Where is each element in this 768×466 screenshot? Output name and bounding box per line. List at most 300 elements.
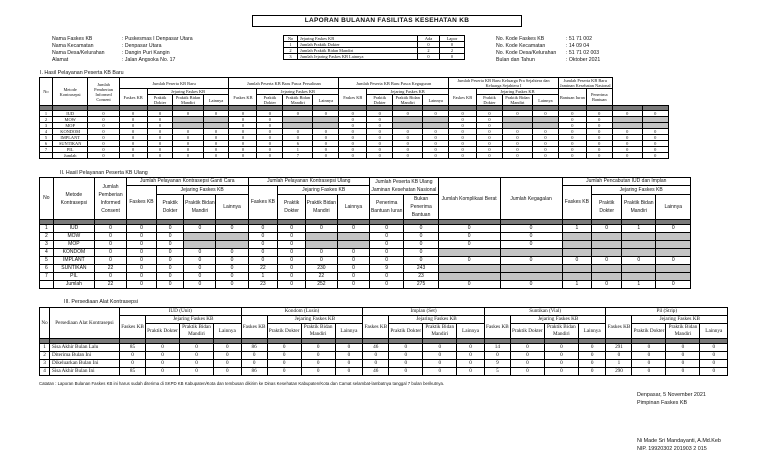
section2-title: II. Hasil Pelayanan Peserta KB Ulang (60, 170, 148, 176)
row-value: 0 (119, 135, 147, 141)
identity_right-row (496, 57, 676, 64)
row-value: 0 (120, 352, 146, 360)
col-dokter-header: Praktik Dokter (389, 324, 423, 339)
row-value: 0 (393, 129, 423, 135)
row-value: 1 (622, 281, 656, 289)
row-value: 0 (214, 360, 242, 368)
group-header: Jumlah Peserta KB Baru Pasca Persalinan (229, 78, 339, 89)
row-value: 0 (562, 257, 592, 265)
row-value: 0 (370, 241, 404, 249)
row-value: 0 (700, 360, 728, 368)
row-value: 0 (267, 344, 301, 352)
row-value: 0 (393, 135, 423, 141)
col-lainnya-header: Lainnya (335, 324, 363, 339)
row-value (622, 241, 656, 249)
col-faskes-header: Faskes KB (120, 316, 146, 339)
row-value (305, 233, 337, 241)
row-value: 0 (438, 233, 500, 241)
row-value: 0 (278, 257, 306, 265)
row-value (656, 241, 691, 249)
identity_left-label: Nama Desa/Kelurahan (52, 50, 105, 56)
row-method: PIL (53, 273, 94, 281)
row-value: 0 (367, 123, 393, 129)
row-value: 0 (533, 111, 559, 117)
row-value (592, 265, 622, 273)
method-row (40, 241, 691, 249)
row-value: 0 (558, 153, 586, 159)
row-value: 0 (642, 111, 668, 117)
row-value: 0 (305, 249, 337, 257)
row-no: 7 (40, 147, 53, 153)
row-value: 0 (203, 135, 229, 141)
row-value: 0 (203, 153, 229, 159)
row-value: 0 (88, 129, 119, 135)
network-count-table (283, 35, 465, 60)
col-dokter-header: Praktik Dokter (510, 324, 544, 339)
row-value: 0 (88, 123, 119, 129)
col-dokter-header: Praktik Dokter (147, 95, 173, 106)
row-value: 0 (404, 233, 438, 241)
row-value: 0 (533, 135, 559, 141)
row-value: 0 (339, 111, 367, 117)
row-value: 0 (449, 117, 477, 123)
row-value: 5 (484, 368, 510, 376)
row-value: 0 (229, 153, 257, 159)
row-value: 0 (127, 257, 157, 265)
identity_right-label: No. Kode Desa/Kelurahan (496, 50, 557, 56)
row-value: 0 (127, 273, 157, 281)
row-value: 0 (173, 129, 203, 135)
row-value (438, 249, 500, 257)
row-method: MOP (52, 123, 88, 129)
row-value: 0 (337, 225, 369, 233)
row-value (438, 265, 500, 273)
row-value: 0 (313, 129, 339, 135)
network-header: Jejaring Faskes KB (156, 186, 248, 195)
row-value: 0 (449, 111, 477, 117)
network-header: Jejaring Faskes KB (267, 316, 363, 324)
row-value: 0 (127, 281, 157, 289)
row-value: 0 (88, 153, 119, 159)
row-value: 0 (119, 111, 147, 117)
row-value: 0 (119, 129, 147, 135)
identity_left-label: Nama Faskes KB (52, 36, 93, 42)
col-bidan-header: Praktik Bidan Mandiri (544, 324, 578, 339)
col-dokter-header: Praktik Dokter (477, 95, 503, 106)
row-value: 0 (147, 111, 173, 117)
row-value (337, 233, 369, 241)
row-value (438, 273, 500, 281)
network-header: Jejaring Faskes KB (147, 89, 229, 95)
row-stock-label: Diterima Bulan Ini (50, 352, 120, 360)
row-value: 0 (423, 129, 449, 135)
row-value: 0 (578, 352, 606, 360)
staff-cell: 3 (284, 54, 298, 60)
identity_left-row (52, 36, 242, 43)
row-value: 0 (484, 352, 510, 360)
row-value: 0 (156, 241, 184, 249)
row-value: 0 (477, 147, 503, 153)
row-value: 0 (367, 153, 393, 159)
row-value: 0 (612, 147, 642, 153)
row-value: 0 (370, 257, 404, 265)
row-value: 0 (335, 352, 363, 360)
row-value: 0 (335, 368, 363, 376)
footnote: Catatan : Laporan Bulanan Faskes KB ini harus sudah diterima di SKPD KB Kabupaten/Kota dan tembusan dikirim ke Dinas Kesehatan Kabupaten/Kota dan Camat selambat-lambatnya tanggal 7 bulan berikutnya. (39, 381, 445, 386)
row-value (500, 265, 562, 273)
col-bidan-header: Praktik Bidan Mandiri (184, 195, 216, 220)
row-value: 0 (632, 344, 666, 352)
staff-cell: 2 (418, 48, 440, 54)
col-dokter-header: Praktik Dokter (267, 324, 301, 339)
row-method: MOW (52, 117, 88, 123)
identity-right (496, 36, 676, 64)
identity_right-label: No. Kode Kecamatan (496, 43, 546, 49)
col-lainnya-header: Lainnya (203, 95, 229, 106)
row-value: 0 (477, 153, 503, 159)
row-value: 0 (393, 147, 423, 153)
row-value: 0 (88, 135, 119, 141)
row-no: 7 (40, 273, 54, 281)
method-row (40, 273, 691, 281)
row-value: 0 (278, 265, 306, 273)
row-value: 0 (241, 352, 267, 360)
col-faskes-header: Faskes KB (248, 186, 278, 220)
identity_right-value: : Oktober 2021 (566, 57, 601, 63)
group-header: IUD (Unit) (120, 308, 242, 316)
row-value: 1 (562, 281, 592, 289)
row-value: 0 (127, 241, 157, 249)
row-no: 6 (40, 141, 53, 147)
row-value: 0 (363, 360, 389, 368)
row-value: 0 (533, 141, 559, 147)
row-value: 0 (184, 225, 216, 233)
col-dokter-header: Praktik Dokter (257, 95, 283, 106)
row-value (216, 233, 248, 241)
row-value: 0 (544, 360, 578, 368)
row-value: 0 (502, 147, 532, 153)
row-value: 0 (510, 368, 544, 376)
row-value: 0 (313, 111, 339, 117)
row-value: 0 (612, 141, 642, 147)
row-method: SUNTIKAN (52, 141, 88, 147)
row-no: 2 (40, 352, 50, 360)
staff-cell: 0 (440, 42, 465, 48)
row-value: 0 (229, 141, 257, 147)
row-value: 0 (313, 153, 339, 159)
row-value: 0 (313, 135, 339, 141)
row-value: 0 (214, 344, 242, 352)
col-bidan-header: Praktik Bidan Mandiri (173, 95, 203, 106)
row-value: 0 (510, 352, 544, 360)
row-value: 0 (339, 153, 367, 159)
row-value: 0 (502, 111, 532, 117)
col-faskes-header: Faskes KB (229, 89, 257, 106)
row-no: 2 (40, 233, 54, 241)
staff-header: Ada (418, 36, 440, 42)
col-bantuan-header: Bantuan Iuran (558, 89, 586, 106)
row-value: 0 (241, 360, 267, 368)
row-value: 0 (632, 352, 666, 360)
network-header: Jejaring Faskes KB (367, 89, 449, 95)
row-value: 0 (612, 111, 642, 117)
jkn-header: Jumlah Peserta KB Baru Jaminan Kesehatan Nasional (559, 78, 611, 88)
stock-row (40, 360, 728, 368)
identity_left-label: Nama Kecamatan (52, 43, 94, 49)
row-value (337, 241, 369, 249)
signature-block (637, 391, 765, 453)
row-value: 0 (339, 141, 367, 147)
row-value: 0 (267, 368, 301, 376)
row-value: 0 (203, 111, 229, 117)
row-value: 0 (700, 344, 728, 352)
row-value: 0 (337, 265, 369, 273)
row-value: 0 (500, 225, 562, 233)
row-value: 0 (438, 241, 500, 249)
row-value: 0 (156, 265, 184, 273)
row-value: 0 (216, 273, 248, 281)
row-value: 0 (180, 368, 214, 376)
row-value: 0 (586, 117, 612, 123)
group-header: Implan (Set) (363, 308, 485, 316)
col-bidan-header: Praktik Bidan Mandiri (305, 195, 337, 220)
identity_left-row (52, 43, 242, 50)
row-value: 0 (533, 129, 559, 135)
repeat-participants-table (39, 177, 691, 289)
row-value: 0 (457, 344, 485, 352)
row-value: 0 (248, 257, 278, 265)
row-value: 0 (510, 360, 544, 368)
row-value: 0 (700, 368, 728, 376)
row-method: IUD (52, 111, 88, 117)
row-value: 0 (184, 265, 216, 273)
col-faskes-header: Faskes KB (484, 316, 510, 339)
row-value: 0 (88, 147, 119, 153)
col-dokter-header: Praktik Dokter (278, 195, 306, 220)
row-no: 1 (40, 344, 50, 352)
row-value: 0 (95, 257, 127, 265)
col-dokter-header: Praktik Dokter (156, 195, 184, 220)
row-method: KONDOM (52, 129, 88, 135)
row-value: 0 (301, 368, 335, 376)
row-value: 0 (558, 123, 586, 129)
row-value: 275 (404, 281, 438, 289)
row-value: 0 (119, 153, 147, 159)
staff-row (284, 54, 465, 60)
row-value: 252 (305, 281, 337, 289)
row-value: 0 (147, 129, 173, 135)
row-value: 0 (423, 141, 449, 147)
row-value: 0 (558, 135, 586, 141)
col-consent-header: Jumlah Pemberian Informed Consent (88, 78, 119, 106)
row-value: 0 (229, 135, 257, 141)
row-value: 0 (544, 344, 578, 352)
row-value: 0 (146, 352, 180, 360)
col-bidan-header: Praktik Bidan Mandiri (283, 95, 313, 106)
staff-header: Jejaring Faskes KB (298, 36, 418, 42)
row-value: 7 (283, 153, 313, 159)
row-value: 0 (278, 233, 306, 241)
identity_right-row (496, 50, 676, 57)
row-value: 0 (313, 141, 339, 147)
row-stock-label: Dikeluarkan Bulan Ini (50, 360, 120, 368)
row-value: 0 (216, 249, 248, 257)
row-value: 1 (283, 147, 313, 153)
row-value: 0 (313, 147, 339, 153)
row-value: 0 (339, 117, 367, 123)
row-value: 0 (147, 153, 173, 159)
row-value: 0 (339, 147, 367, 153)
col-faskes-header: Faskes KB (339, 89, 367, 106)
row-value: 0 (278, 241, 306, 249)
row-method: Jumlah (53, 281, 94, 289)
row-value: 0 (173, 111, 203, 117)
row-no (40, 281, 54, 289)
row-method: IMPLANT (52, 135, 88, 141)
row-value: 0 (423, 111, 449, 117)
row-value: 0 (301, 352, 335, 360)
row-no: 1 (40, 225, 54, 233)
row-no (40, 153, 53, 159)
staff-cell: 0 (418, 54, 440, 60)
row-value: 0 (370, 273, 404, 281)
col-lainnya-header: Lainnya (578, 324, 606, 339)
row-value: 0 (622, 257, 656, 265)
row-value (592, 249, 622, 257)
row-value: 0 (337, 273, 369, 281)
row-value: 0 (335, 360, 363, 368)
col-bidan-header: Praktik Bidan Mandiri (502, 95, 532, 106)
row-value: 0 (339, 135, 367, 141)
row-value: 0 (257, 129, 283, 135)
row-value: 0 (156, 225, 184, 233)
row-value (622, 249, 656, 257)
row-value: 0 (510, 344, 544, 352)
row-value (622, 233, 656, 241)
row-value: 0 (438, 257, 500, 265)
row-value: 0 (88, 117, 119, 123)
identity_left-value: : Dangin Puri Kangin (122, 50, 170, 56)
col-bidan-header: Praktik Bidan Mandiri (393, 95, 423, 106)
row-value: 0 (642, 153, 668, 159)
row-value: 0 (203, 129, 229, 135)
identity_left-row (52, 57, 242, 64)
stock-row (40, 344, 728, 352)
network-header: Jejaring Faskes KB (389, 316, 485, 324)
group-header: Jumlah Pelayanan Kontrasepsi Ganti Cara (127, 178, 248, 186)
identity_right-label: No. Kode Faskes KB (496, 36, 545, 42)
row-value: 0 (558, 129, 586, 135)
network-header: Jejaring Faskes KB (592, 186, 691, 195)
row-value: 0 (216, 281, 248, 289)
row-value: 0 (477, 117, 503, 123)
row-value: 0 (216, 225, 248, 233)
row-value: 0 (214, 352, 242, 360)
row-value: 0 (257, 111, 283, 117)
row-value: 0 (95, 233, 127, 241)
col-no-header: No (40, 78, 53, 106)
staff-cell: 2 (440, 48, 465, 54)
row-value: 0 (95, 225, 127, 233)
network-header: Jejaring Faskes KB (278, 186, 370, 195)
row-value: 0 (184, 273, 216, 281)
row-value (216, 241, 248, 249)
method-row (40, 281, 691, 289)
row-value: 0 (404, 225, 438, 233)
method-row (40, 257, 691, 265)
section3-title: III. Persediaan Alat Kontrasepsi (64, 299, 138, 305)
row-value: 0 (229, 123, 257, 129)
row-value: 0 (257, 141, 283, 147)
method-row (40, 153, 727, 159)
col-faskes-header: Faskes KB (606, 316, 632, 339)
method-row (40, 249, 691, 257)
row-value: 0 (642, 129, 668, 135)
row-value: 0 (257, 147, 283, 153)
row-value: 0 (449, 153, 477, 159)
row-value: 291 (606, 344, 632, 352)
row-value: 0 (339, 123, 367, 129)
row-value: 0 (367, 135, 393, 141)
row-value: 0 (586, 135, 612, 141)
group-header: Kondom (Lusin) (241, 308, 363, 316)
row-method: SUNTIKAN (53, 265, 94, 273)
row-value: 0 (248, 225, 278, 233)
row-value: 0 (127, 225, 157, 233)
row-value: 0 (257, 135, 283, 141)
row-value: 0 (612, 135, 642, 141)
row-value: 1 (562, 225, 592, 233)
row-value: 0 (500, 257, 562, 265)
col-bidan-header: Praktik Bidan Mandiri (180, 324, 214, 339)
row-value: 0 (180, 360, 214, 368)
row-value: 0 (592, 225, 622, 233)
staff-cell: 0 (440, 54, 465, 60)
row-value: 0 (533, 153, 559, 159)
row-value: 0 (156, 257, 184, 265)
identity_right-row (496, 43, 676, 50)
row-value: 0 (404, 241, 438, 249)
row-value: 0 (173, 141, 203, 147)
row-value (656, 249, 691, 257)
row-value: 0 (119, 123, 147, 129)
row-value: 0 (337, 249, 369, 257)
col-lainnya-header: Lainnya (337, 195, 369, 220)
row-value: 243 (404, 265, 438, 273)
row-value: 0 (404, 257, 438, 265)
row-value: 0 (184, 249, 216, 257)
network-header: Jejaring Faskes KB (632, 316, 728, 324)
row-value: 0 (423, 153, 449, 159)
col-faskes-header: Faskes KB (241, 316, 267, 339)
staff-header: Lapor (440, 36, 465, 42)
row-value: 0 (389, 360, 423, 368)
row-value: 0 (423, 135, 449, 141)
row-value: 0 (586, 129, 612, 135)
col-lainnya-header: Lainnya (313, 95, 339, 106)
col-no-header: No (40, 308, 50, 339)
row-value: 0 (146, 344, 180, 352)
row-value: 14 (484, 344, 510, 352)
row-no: 4 (40, 249, 54, 257)
row-value: 0 (449, 135, 477, 141)
row-value: 86 (241, 344, 267, 352)
col-penerima-header: Penerima Bantuan (586, 89, 612, 106)
row-value: 0 (477, 129, 503, 135)
col-lainnya-header: Lainnya (533, 95, 559, 106)
row-value: 0 (127, 249, 157, 257)
row-value: 0 (367, 147, 393, 153)
